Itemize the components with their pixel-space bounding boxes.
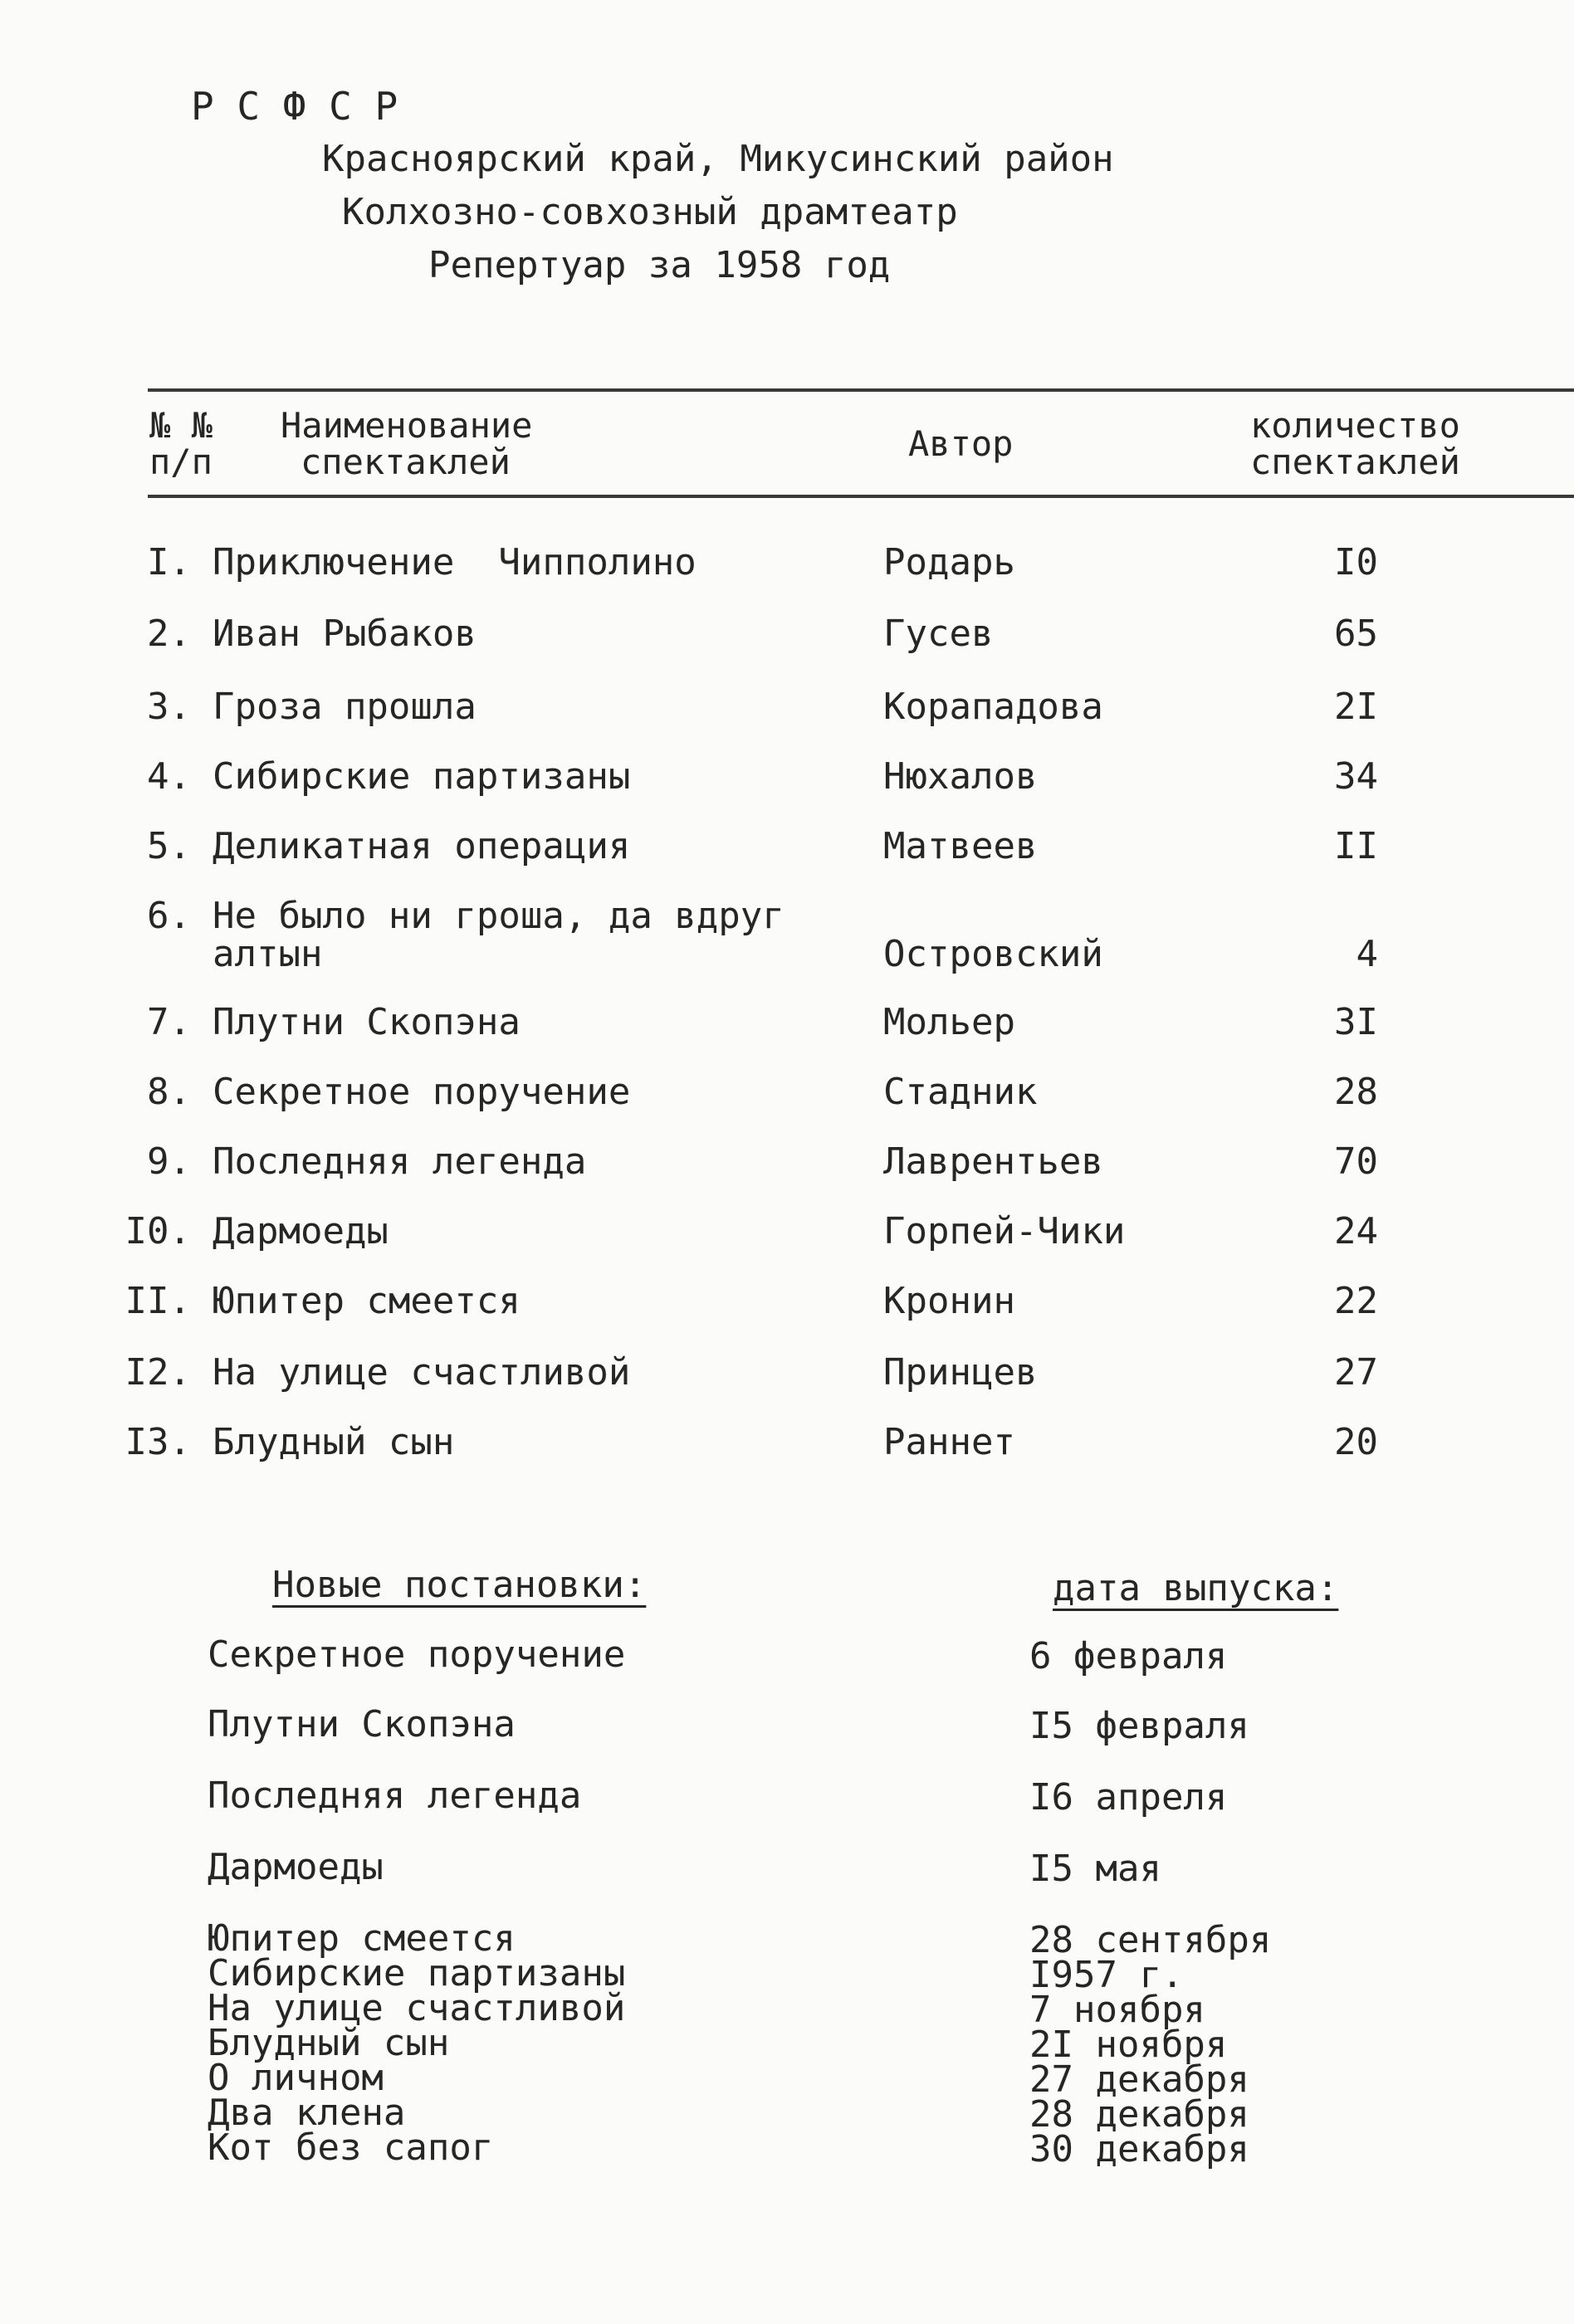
row-num: 5. [147,825,191,867]
production-name: Два клена [208,2092,406,2134]
row-name: Иван Рыбаков [213,613,477,655]
row-count: 3I [1334,1001,1378,1043]
production-date: I5 февраля [1029,1705,1249,1747]
production-date: 7 ноября [1029,1989,1205,2031]
production-name: Кот без сапог [208,2126,494,2169]
row-num: I2. [125,1351,191,1394]
row-num: I. [147,541,191,583]
row-author: Мольер [883,1001,1015,1043]
row-author: Принцев [883,1351,1038,1394]
production-date: 6 февраля [1029,1635,1228,1677]
col-count-line2: спектаклей [1250,442,1460,482]
row-count: 22 [1334,1280,1378,1322]
row-author: Стадник [883,1071,1038,1113]
row-name: Блудный сын [213,1421,455,1463]
row-num: 7. [147,1001,191,1043]
row-num: 6. [147,895,191,937]
row-num: I0. [125,1210,191,1252]
row-num: 9. [147,1140,191,1183]
col-name-line2: спектаклей [301,442,511,482]
row-num: 4. [147,755,191,798]
row-name: Сибирские партизаны [213,755,631,798]
col-name-line1: Наименование [281,405,533,446]
row-author: Нюхалов [883,755,1038,798]
col-num-line1: № № [149,405,213,446]
row-num: I3. [125,1421,191,1463]
row-name: Не было ни гроша, да вдруг [213,895,785,937]
production-date: I5 мая [1029,1848,1161,1890]
production-date: I6 апреля [1029,1776,1228,1819]
production-name: Плутни Скопэна [208,1703,516,1745]
table-top-rule [148,388,1574,392]
row-author: Матвеев [883,825,1038,867]
row-name: Деликатная операция [213,825,631,867]
production-name: Секретное поручение [208,1633,626,1676]
production-date: 28 сентября [1029,1919,1272,1961]
row-author: Гусев [883,613,994,655]
production-date: I957 г. [1029,1954,1184,1996]
new-productions-heading: Новые постановки: [272,1564,647,1606]
row-author: Корападова [883,686,1103,728]
table-header-rule [148,495,1574,498]
release-date-heading: дата выпуска: [1053,1567,1339,1609]
row-name: Последняя легенда [213,1140,587,1183]
row-count: 2I [1334,686,1378,728]
region-line: Красноярский край, Микусинский район [322,138,1114,180]
production-name: Юпитер смеется [208,1917,516,1960]
row-count: II [1334,825,1378,867]
production-date: 30 декабря [1029,2128,1249,2170]
row-count: 28 [1334,1071,1378,1113]
republic-heading: Р С Ф С Р [191,84,398,129]
row-count: 70 [1334,1140,1378,1183]
production-name: О личном [208,2057,384,2099]
row-author: Горпей-Чики [883,1210,1126,1252]
row-name: Гроза прошла [213,686,477,728]
theater-name: Колхозно-совхозный драмтеатр [342,191,958,233]
row-count: 20 [1334,1421,1378,1463]
row-name: Плутни Скопэна [213,1001,521,1043]
production-date: 27 декабря [1029,2058,1249,2101]
row-name: Дармоеды [213,1210,389,1252]
production-name: Блудный сын [208,2022,450,2064]
production-date: 2I ноября [1029,2024,1228,2066]
row-num: 2. [147,613,191,655]
row-author: Островский [883,933,1103,975]
row-name: Приключение Чипполино [213,541,697,583]
row-count: 34 [1334,755,1378,798]
row-name: На улице счастливой [213,1351,631,1394]
col-count-line1: количество [1250,405,1460,446]
row-num: 8. [147,1071,191,1113]
document-title: Репертуар за 1958 год [428,244,891,286]
row-author: Кронин [883,1280,1015,1322]
row-author: Лаврентьев [883,1140,1103,1183]
production-name: Последняя легенда [208,1775,582,1817]
row-count: 27 [1334,1351,1378,1394]
production-name: Дармоеды [208,1846,384,1888]
col-author: Автор [908,423,1014,464]
row-num: II. [125,1280,191,1322]
row-author: Раннет [883,1421,1015,1463]
row-name: Юпитер смеется [213,1280,521,1322]
row-author: Родарь [883,541,1015,583]
row-count: 24 [1334,1210,1378,1252]
row-num: 3. [147,686,191,728]
row-count: I0 [1334,541,1378,583]
row-name: Секретное поручение [213,1071,631,1113]
production-name: Сибирские партизаны [208,1952,626,1994]
col-num-line2: п/п [149,442,213,482]
production-name: На улице счастливой [208,1987,626,2029]
row-count: 4 [1356,933,1378,975]
production-date: 28 декабря [1029,2093,1249,2136]
row-name-continued: алтын [213,933,323,975]
row-count: 65 [1334,613,1378,655]
